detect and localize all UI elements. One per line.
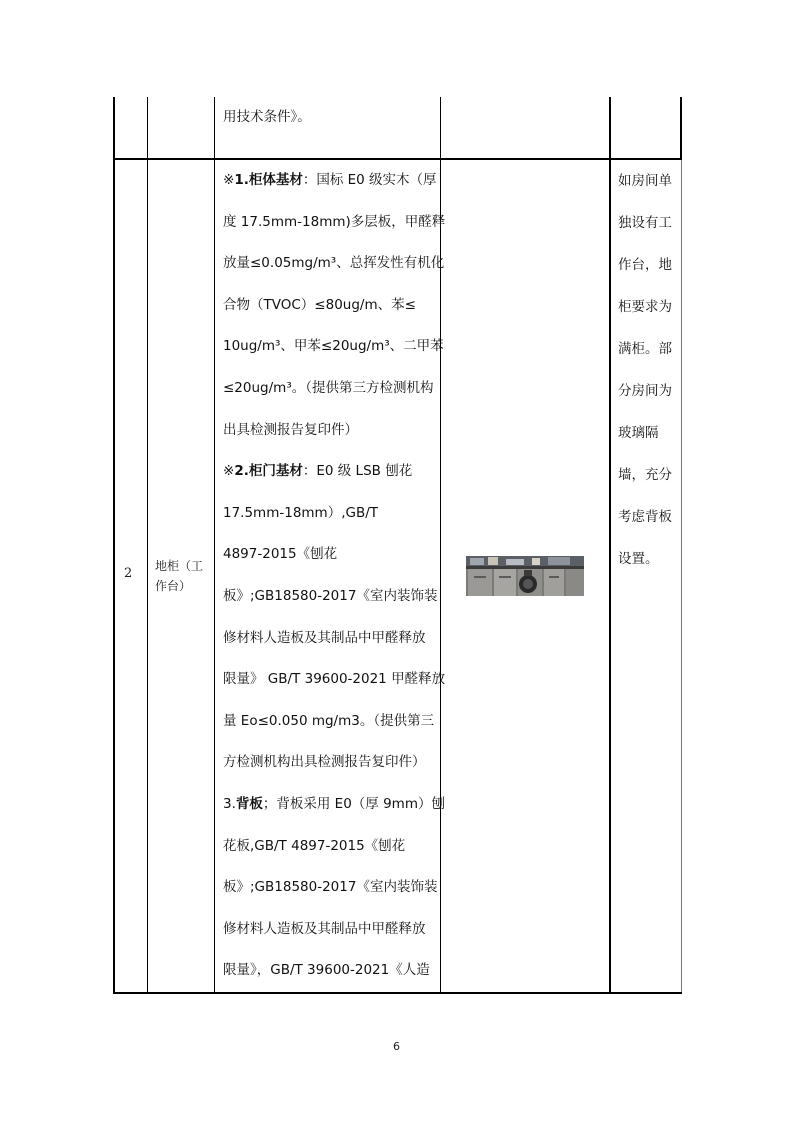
table-border-bottom [113,992,682,994]
spec-heading: 2.柜门基材 [234,463,303,480]
spec-heading: 1.柜体基材 [234,172,303,188]
spec-prefix: ※ [223,172,235,188]
spec-line [223,202,446,244]
product-photo [466,556,584,596]
table-border-left [113,97,115,994]
spec-line: 用技术条件》。 [223,109,311,125]
spec-text: 修材料人造板及其制品中甲醛释放 [223,920,426,937]
spec-text: 放量≤0.05mg/m³、总挥发性有机化 [223,255,445,272]
remark-line: 独设有工 [618,215,672,231]
spec-line [223,285,435,327]
remark-line: 墙，充分 [618,467,672,483]
workbench-photo-illustration [466,556,584,596]
spec-heading: 背板 [235,795,263,812]
table-divider-name [214,97,215,994]
row-spec [223,160,446,992]
table-border-right-lower [681,160,682,994]
spec-line [223,826,435,868]
spec-line [223,950,435,992]
spec-line [223,493,435,535]
table-border-right [680,97,682,160]
spec-text: ：国标 E0 级实木（厚 [302,172,437,188]
spec-line [223,534,435,576]
table-divider-index [147,97,148,994]
spec-line [223,618,435,660]
spec-line [223,160,435,202]
spec-prefix: 3. [223,795,236,812]
row-index: 2 [124,566,133,581]
spec-line [223,576,438,618]
row-item-name [155,556,211,596]
spec-text: 4897-2015《刨花 [223,546,338,563]
remark-line: 如房间单 [618,173,672,189]
row-remark [618,160,676,580]
spec-text: ≤20ug/m³。（提供第三方检测机构 [223,379,434,396]
spec-text: 量 Eo≤0.050 mg/m3。（提供第三 [223,712,435,729]
spec-line [223,909,435,951]
spec-text: 板》;GB18580-2017《室内装饰装 [223,587,438,604]
spec-line [223,784,445,826]
spec-text: ；背板采用 E0（厚 9mm）刨 [262,795,445,812]
remark-line: 考虑背板 [618,509,672,525]
spec-text: ：E0 级 LSB 刨花 [302,463,413,480]
spec-text: 修材料人造板及其制品中甲醛释放 [223,629,426,646]
spec-text: 17.5mm-18mm）,GB/T [223,504,379,521]
spec-line [223,701,435,743]
spec-text: 限量》，GB/T 39600-2021《人造 [223,962,430,979]
remark-line: 作台，地 [618,257,672,273]
remark-line: 设置。 [618,551,659,567]
spec-line [223,659,446,701]
spec-line [223,451,435,493]
spec-text: 方检测机构出具检测报告复印件） [223,754,426,771]
remark-line: 柜要求为 [618,299,672,315]
spec-text: 花板,GB/T 4897-2015《刨花 [223,837,406,854]
table-divider-spec [440,97,441,994]
spec-prefix: ※ [223,463,235,480]
spec-text: 度 17.5mm-18mm)多层板，甲醛释 [223,213,446,230]
spec-text: 合物（TVOC）≤80ug/m、苯≤ [223,296,416,313]
spec-line [223,410,435,452]
spec-line [223,368,435,410]
spec-line [223,867,438,909]
remark-line: 满柜。部 [618,341,672,357]
spec-text: 限量》 GB/T 39600-2021 甲醛释放 [223,671,446,688]
spec-line [223,742,435,784]
spec-text: 10ug/m³、甲苯≤20ug/m³、二甲苯 [223,338,444,355]
remark-line: 玻璃隔 [618,425,659,441]
item-name-line: 作台） [155,579,192,593]
spec-line [223,326,444,368]
spec-text: 出具检测报告复印件） [223,421,358,438]
prev-row-spec [223,97,435,139]
remark-line: 分房间为 [618,383,672,399]
spec-text: 板》;GB18580-2017《室内装饰装 [223,879,438,896]
spec-line [223,243,445,285]
table-divider-image [609,97,611,994]
page-number: 6 [393,1040,400,1053]
item-name-line: 地柜（工 [155,559,204,573]
